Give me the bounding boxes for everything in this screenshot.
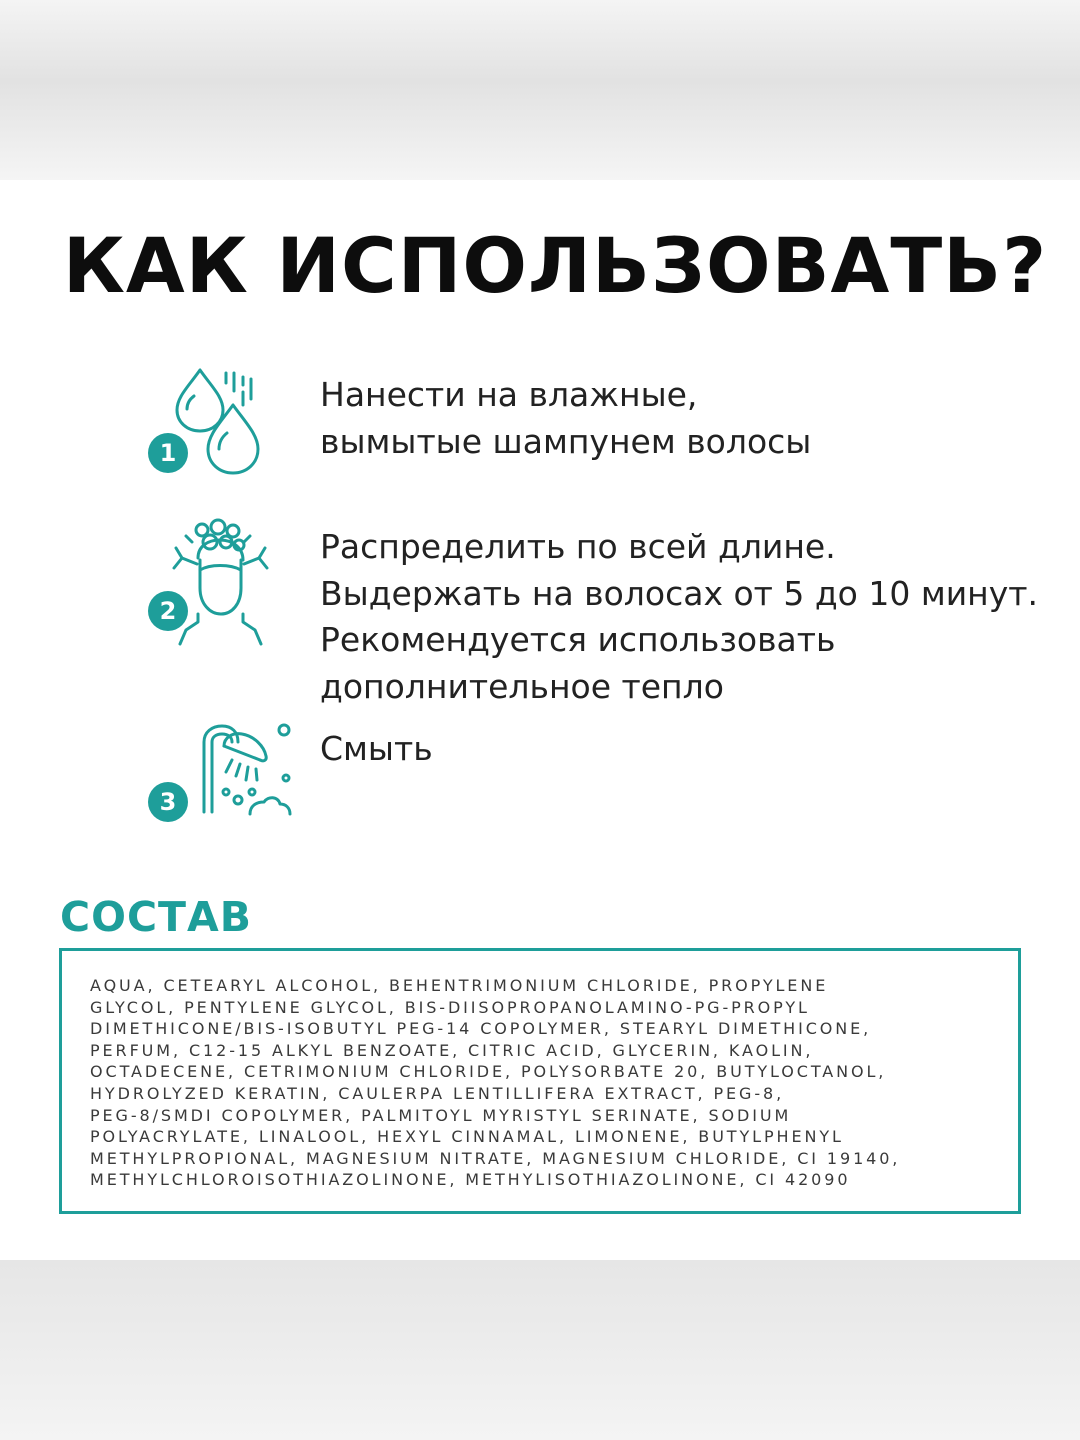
ingredients-line: PERFUM, C12-15 ALKYL BENZOATE, CITRIC ACID, GLYCERIN, KAOLIN,: [90, 1040, 814, 1060]
step-text-line: Смыть: [320, 729, 433, 768]
ingredients-line: AQUA, CETEARYL ALCOHOL, BEHENTRIMONIUM CHLORIDE, PROPYLENE: [90, 976, 829, 995]
ingredients-line: OCTADECENE, CETRIMONIUM CHLORIDE, POLYSORBATE 20, BUTYLOCTANOL,: [90, 1062, 887, 1082]
blurred-background-top: [0, 0, 1080, 180]
step-text-line: Распределить по всей длине.: [320, 527, 836, 566]
step-text-line: Выдержать на волосах от 5 до 10 минут.: [320, 573, 1038, 613]
shower-icon: [140, 720, 300, 820]
ingredients-line: GLYCOL, PENTYLENE GLYCOL, BIS-DIISOPROPANOLAMINO-PG-PROPYL: [90, 997, 810, 1017]
step-number-badge: 3: [148, 782, 188, 822]
step-number-badge: 1: [148, 433, 188, 473]
composition-title: СОСТАВ: [60, 893, 252, 941]
ingredients-line: METHYLCHLOROISOTHIAZOLINONE, METHYLISOTHIAZOLINONE, CI 42090: [90, 1170, 851, 1190]
ingredients-list: [90, 975, 1000, 1191]
blurred-background-bottom: [0, 1260, 1080, 1440]
step-text-line: вымытые шампунем волосы: [320, 421, 812, 461]
ingredients-line: POLYACRYLATE, LINALOOL, HEXYL CINNAMAL, LIMONENE, BUTYLPHENYL: [90, 1127, 844, 1147]
ingredients-line: HYDROLYZED KERATIN, CAULERPA LENTILLIFERA EXTRACT, PEG-8,: [90, 1083, 785, 1103]
step-text: [320, 524, 1040, 710]
ingredients-line: DIMETHICONE/BIS-ISOBUTYL PEG-14 COPOLYMER, STEARYL DIMETHICONE,: [90, 1019, 872, 1039]
step-text-line: дополнительное тепло: [320, 666, 724, 706]
water-drops-icon: [140, 365, 300, 495]
step-text: [320, 726, 1040, 773]
step-number-badge: 2: [148, 591, 188, 631]
page-title: КАК ИСПОЛЬЗОВАТЬ?: [62, 221, 1048, 310]
ingredients-line: METHYLPROPIONAL, MAGNESIUM NITRATE, MAGNESIUM CHLORIDE, CI 19140,: [90, 1148, 901, 1168]
instruction-card: [0, 180, 1080, 1260]
ingredients-box: [59, 948, 1021, 1214]
step-text-line: Рекомендуется использовать: [320, 620, 836, 659]
ingredients-line: PEG-8/SMDI COPOLYMER, PALMITOYL MYRISTYL SERINATE, SODIUM: [90, 1105, 792, 1125]
step-text: [320, 372, 1040, 465]
step-text-line: Нанести на влажные,: [320, 375, 698, 414]
washing-hair-icon: [140, 518, 300, 648]
